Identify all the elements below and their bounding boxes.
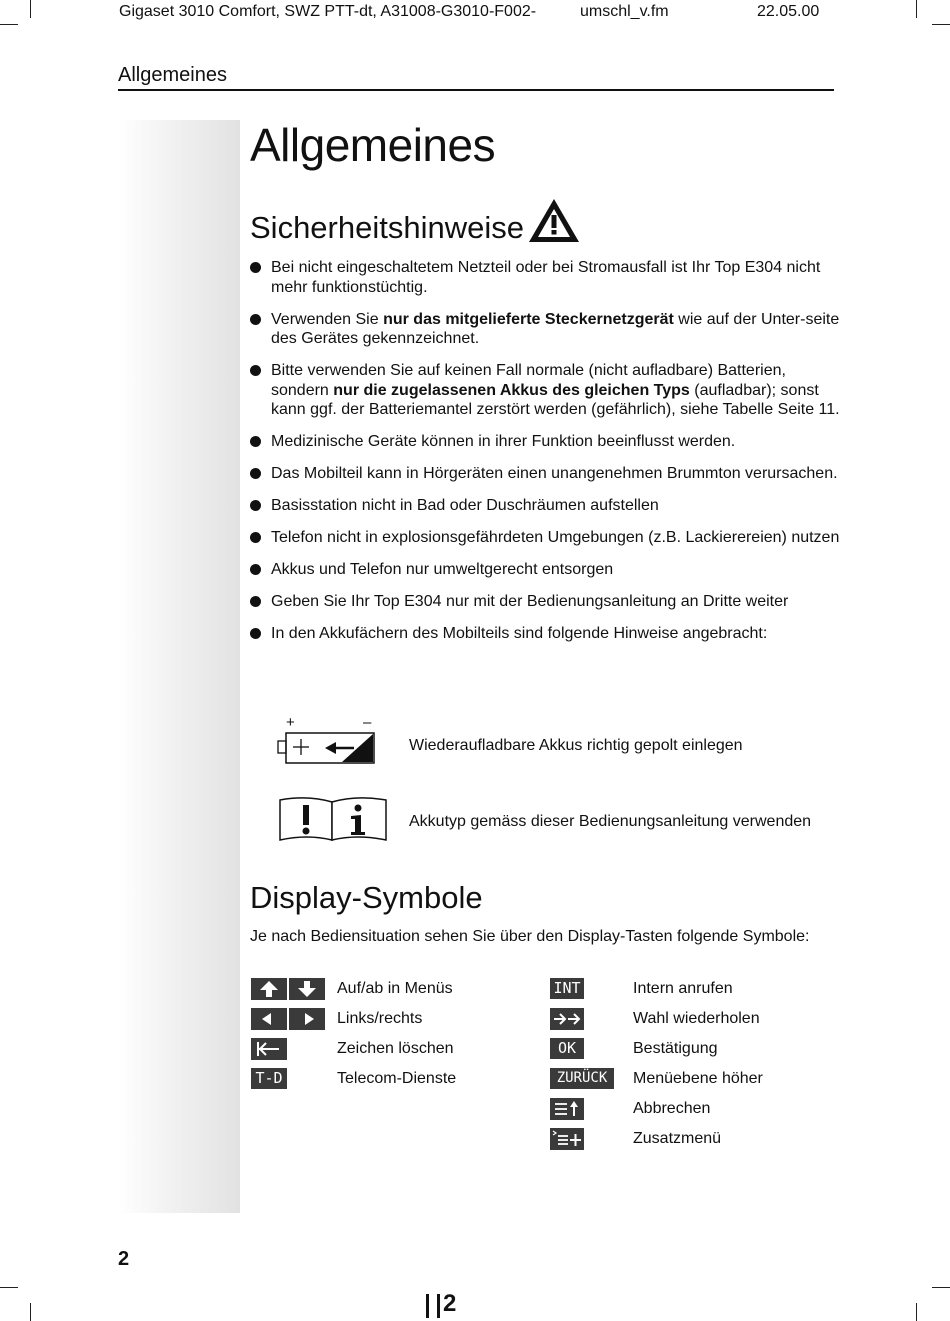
symbol-label-up-down: Auf/ab in Menüs bbox=[337, 980, 453, 997]
crop-mark bbox=[0, 1287, 18, 1288]
delete-char-icon bbox=[251, 1038, 287, 1060]
crop-mark bbox=[932, 24, 950, 25]
symbol-label-delete: Zeichen löschen bbox=[337, 1040, 454, 1057]
running-header-file-name: umschl_v.fm bbox=[580, 3, 669, 20]
down-arrow-icon bbox=[289, 978, 325, 1000]
bullet-dot bbox=[250, 468, 261, 479]
safety-item: Das Mobilteil kann in Hörgeräten einen unangenehmen Brummton verursachen. bbox=[250, 464, 840, 484]
abort-icon bbox=[550, 1098, 584, 1120]
bullet-dot bbox=[250, 500, 261, 511]
safety-list bbox=[250, 258, 840, 656]
symbol-label-redial: Wahl wiederholen bbox=[633, 1010, 760, 1027]
bullet-dot bbox=[250, 532, 261, 543]
battery-plus-label: + bbox=[286, 714, 295, 731]
intern-key: INT bbox=[550, 978, 584, 999]
up-arrow-icon bbox=[251, 978, 287, 1000]
display-intro: Je nach Bediensituation sehen Sie über den Display-Tasten folgende Symbole: bbox=[250, 928, 810, 945]
safety-item: Geben Sie Ihr Top E304 nur mit der Bedienungsanleitung an Dritte weiter bbox=[250, 592, 840, 612]
battery-polarity-icon bbox=[276, 730, 376, 766]
symbol-label-back: Menüebene höher bbox=[633, 1070, 763, 1087]
symbol-label-ok: Bestätigung bbox=[633, 1040, 718, 1057]
redial-icon bbox=[550, 1008, 584, 1030]
running-header-date: 22.05.00 bbox=[757, 3, 820, 20]
bullet-dot bbox=[250, 262, 261, 273]
safety-item: Telefon nicht in explosionsgefährdeten Umgebungen (z.B. Lackierereien) nutzen bbox=[250, 528, 840, 548]
ok-key: OK bbox=[550, 1038, 584, 1059]
crop-mark bbox=[916, 0, 917, 18]
book-note: Akkutyp gemäss dieser Bedienungsanleitung verwenden bbox=[409, 813, 812, 830]
crop-mark bbox=[916, 1303, 917, 1321]
extra-menu-icon bbox=[550, 1128, 584, 1150]
symbol-label-intern: Intern anrufen bbox=[633, 980, 733, 997]
symbol-label-extra-menu: Zusatzmenü bbox=[633, 1130, 722, 1147]
open-book-info-icon bbox=[277, 794, 389, 844]
safety-item: Bei nicht eingeschaltetem Netzteil oder bei Stromausfall ist Ihr Top E304 nicht mehr funktionstüchtig. bbox=[250, 258, 840, 297]
page-number: 2 bbox=[118, 1248, 130, 1270]
safety-item: Bitte verwenden Sie auf keinen Fall normale (nicht aufladbare) Batterien, sondern nur die zugelassenen Akkus des gleichen Typs (aufladbar); sonst kann ggf. der Batteriemantel zerstört werden (gefährlich), siehe Tabelle Seite 11. bbox=[250, 361, 840, 420]
bullet-dot bbox=[250, 365, 261, 376]
bullet-dot bbox=[250, 628, 261, 639]
battery-note: Wiederaufladbare Akkus richtig gepolt einlegen bbox=[409, 737, 743, 754]
safety-item: In den Akkufächern des Mobilteils sind folgende Hinweise angebracht: bbox=[250, 624, 840, 644]
page-title: Allgemeines bbox=[250, 119, 496, 171]
symbol-label-abort: Abbrechen bbox=[633, 1100, 711, 1117]
bullet-dot bbox=[250, 564, 261, 575]
display-heading: Display-Symbole bbox=[250, 880, 483, 915]
margin-sidebar bbox=[118, 120, 240, 1213]
crop-mark bbox=[30, 1303, 31, 1321]
footer-bar bbox=[437, 1294, 440, 1318]
battery-minus-label: – bbox=[363, 714, 372, 731]
safety-item: Verwenden Sie nur das mitgelieferte Steckernetzgerät wie auf der Unter-seite des Gerätes gekennzeichnet. bbox=[250, 310, 840, 349]
safety-item: Medizinische Geräte können in ihrer Funktion beeinflusst werden. bbox=[250, 432, 840, 452]
left-arrow-icon bbox=[251, 1008, 287, 1030]
footer-bar bbox=[426, 1294, 429, 1318]
back-key: ZURÜCK bbox=[550, 1068, 614, 1089]
telecom-services-key: T-D bbox=[251, 1068, 287, 1089]
symbol-label-telecom: Telecom-Dienste bbox=[337, 1070, 457, 1087]
right-arrow-icon bbox=[289, 1008, 325, 1030]
crop-mark bbox=[30, 0, 31, 18]
safety-item: Akkus und Telefon nur umweltgerecht entsorgen bbox=[250, 560, 840, 580]
symbol-label-left-right: Links/rechts bbox=[337, 1010, 423, 1027]
crop-mark bbox=[0, 24, 18, 25]
bullet-dot bbox=[250, 596, 261, 607]
crop-mark bbox=[932, 1287, 950, 1288]
safety-heading: Sicherheitshinweise bbox=[250, 210, 524, 245]
running-header-doc-id: Gigaset 3010 Comfort, SWZ PTT-dt, A31008-G3010-F002- bbox=[119, 3, 537, 20]
safety-item: Basisstation nicht in Bad oder Duschräumen aufstellen bbox=[250, 496, 840, 516]
section-header: Allgemeines bbox=[118, 64, 227, 86]
bullet-dot bbox=[250, 314, 261, 325]
warning-triangle-icon bbox=[526, 196, 582, 246]
footer-mark: 2 bbox=[443, 1290, 457, 1317]
header-rule bbox=[118, 89, 834, 91]
bullet-dot bbox=[250, 436, 261, 447]
